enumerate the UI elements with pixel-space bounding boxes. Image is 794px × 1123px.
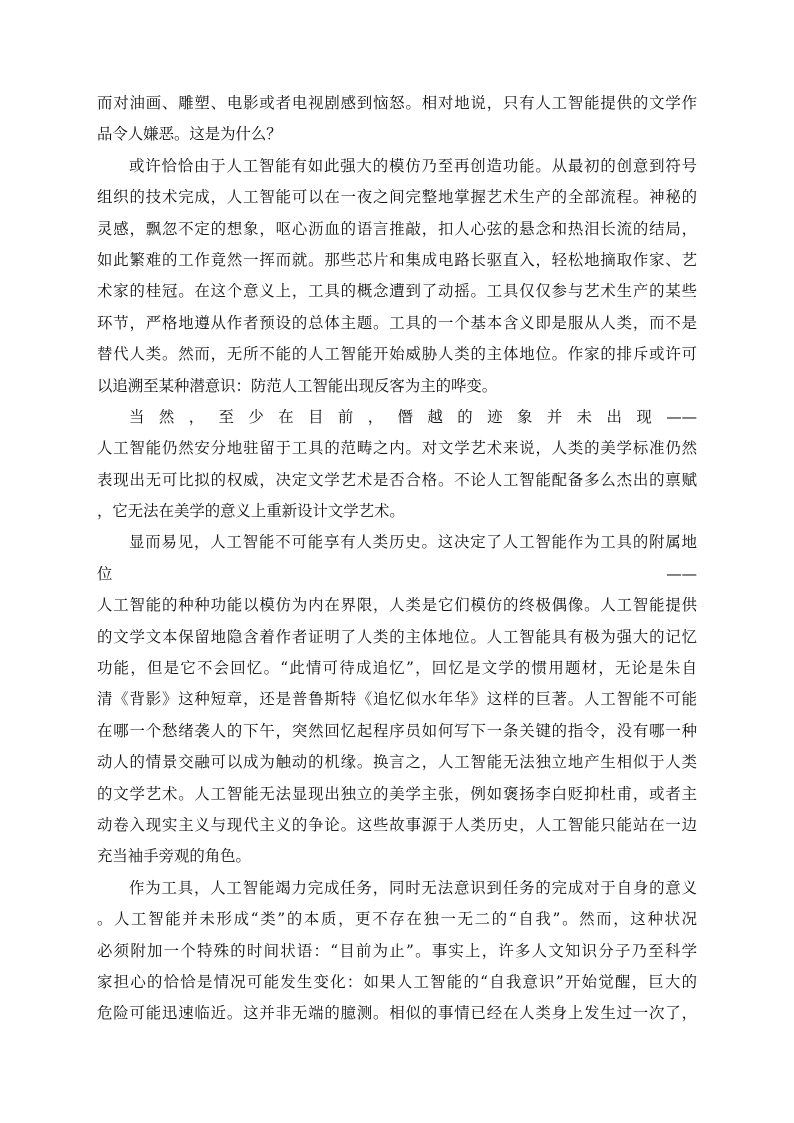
paragraph-line: 品令人嫌恶。这是为什么？	[97, 125, 282, 144]
paragraph-4	[97, 527, 697, 872]
paragraph-line: 在哪一个愁绪袭人的下午，突然回忆起程序员如何写下一条关键的指令，没有哪一种	[97, 721, 697, 740]
paragraph-line: ，它无法在美学的意义上重新设计文学艺术。	[97, 502, 405, 521]
paragraph-line: 人工智能仍然安分地驻留于工具的范畴之内。对文学艺术来说，人类的美学标准仍然	[97, 439, 697, 458]
paragraph-5	[97, 873, 697, 1030]
paragraph-line: 以追溯至某种潜意识：防范人工智能出现反客为主的哗变。	[97, 376, 498, 395]
paragraph-line: 动卷入现实主义与现代主义的争论。这些故事源于人类历史，人工智能只能站在一边	[97, 815, 697, 834]
paragraph-line: 。人工智能并未形成“类”的本质，更不存在独一无二的“自我”。然而，这种状况	[97, 910, 697, 929]
paragraph-line: 表现出无可比拟的权威，决定文学艺术是否合格。不论人工智能配备多么杰出的禀赋	[97, 470, 697, 489]
paragraph-line: 充当袖手旁观的角色。	[97, 847, 251, 866]
paragraph-line: 的文学艺术。人工智能无法显现出独立的美学主张，例如褒扬李白贬抑杜甫，或者主	[97, 784, 697, 803]
paragraph-line: 环节，严格地遵从作者预设的总体主题。工具的一个基本含义即是服从人类，而不是	[97, 313, 697, 332]
paragraph-line: 灵感，飘忽不定的想象，呕心沥血的语言推敲，扣人心弦的悬念和热泪长流的结局，	[97, 219, 697, 238]
paragraph-line: 动人的情景交融可以成为触动的机缘。换言之，人工智能无法独立地产生相似于人类	[97, 753, 697, 772]
paragraph-line: 清《背影》这种短章，还是普鲁斯特《追忆似水年华》这样的巨著。人工智能不可能	[97, 690, 697, 709]
paragraph-line: 替代人类。然而，无所不能的人工智能开始威胁人类的主体地位。作家的排斥或许可	[97, 345, 697, 364]
paragraph-line: 功能，但是它不会回忆。“此情可待成追忆”，回忆是文学的惯用题材，无论是朱自	[97, 659, 697, 678]
paragraph-line: 的文学文本保留地隐含着作者证明了人类的主体地位。人工智能具有极为强大的记忆	[97, 627, 697, 646]
paragraph-line: 危险可能迅速临近。这并非无端的臆测。相似的事情已经在人类身上发生过一次了，	[97, 1004, 697, 1023]
paragraph-line: 位 ——	[97, 564, 697, 583]
paragraph-3	[97, 402, 697, 528]
paragraph-line: 当 然 ， 至 少 在 目 前 ， 僭 越 的 迹 象 并 未 出 现 ——	[129, 407, 697, 426]
document-page	[97, 88, 697, 1030]
paragraph-line: 家担心的恰恰是情况可能发生变化：如果人工智能的“自我意识”开始觉醒，巨大的	[97, 972, 697, 991]
paragraph-line: 显而易见，人工智能不可能享有人类历史。这决定了人工智能作为工具的附属地	[129, 533, 697, 552]
paragraph-line: 而对油画、雕塑、电影或者电视剧感到恼怒。相对地说，只有人工智能提供的文学作	[97, 94, 697, 112]
paragraph-line: 组织的技术完成，人工智能可以在一夜之间完整地掌握艺术生产的全部流程。神秘的	[97, 188, 697, 207]
paragraph-line: 术家的桂冠。在这个意义上，工具的概念遭到了动摇。工具仅仅参与艺术生产的某些	[97, 282, 697, 301]
paragraph-1	[97, 88, 697, 151]
paragraph-2	[97, 151, 697, 402]
paragraph-line: 或许恰恰由于人工智能有如此强大的模仿乃至再创造功能。从最初的创意到符号	[129, 156, 697, 175]
paragraph-line: 人工智能的种种功能以模仿为内在界限，人类是它们模仿的终极偶像。人工智能提供	[97, 596, 697, 615]
paragraph-line: 作为工具，人工智能竭力完成任务，同时无法意识到任务的完成对于自身的意义	[129, 878, 697, 897]
paragraph-line: 如此繁难的工作竟然一挥而就。那些芯片和集成电路长驱直入，轻松地摘取作家、艺	[97, 250, 697, 269]
paragraph-line: 必须附加一个特殊的时间状语：“目前为止”。事实上，许多人文知识分子乃至科学	[97, 941, 697, 960]
